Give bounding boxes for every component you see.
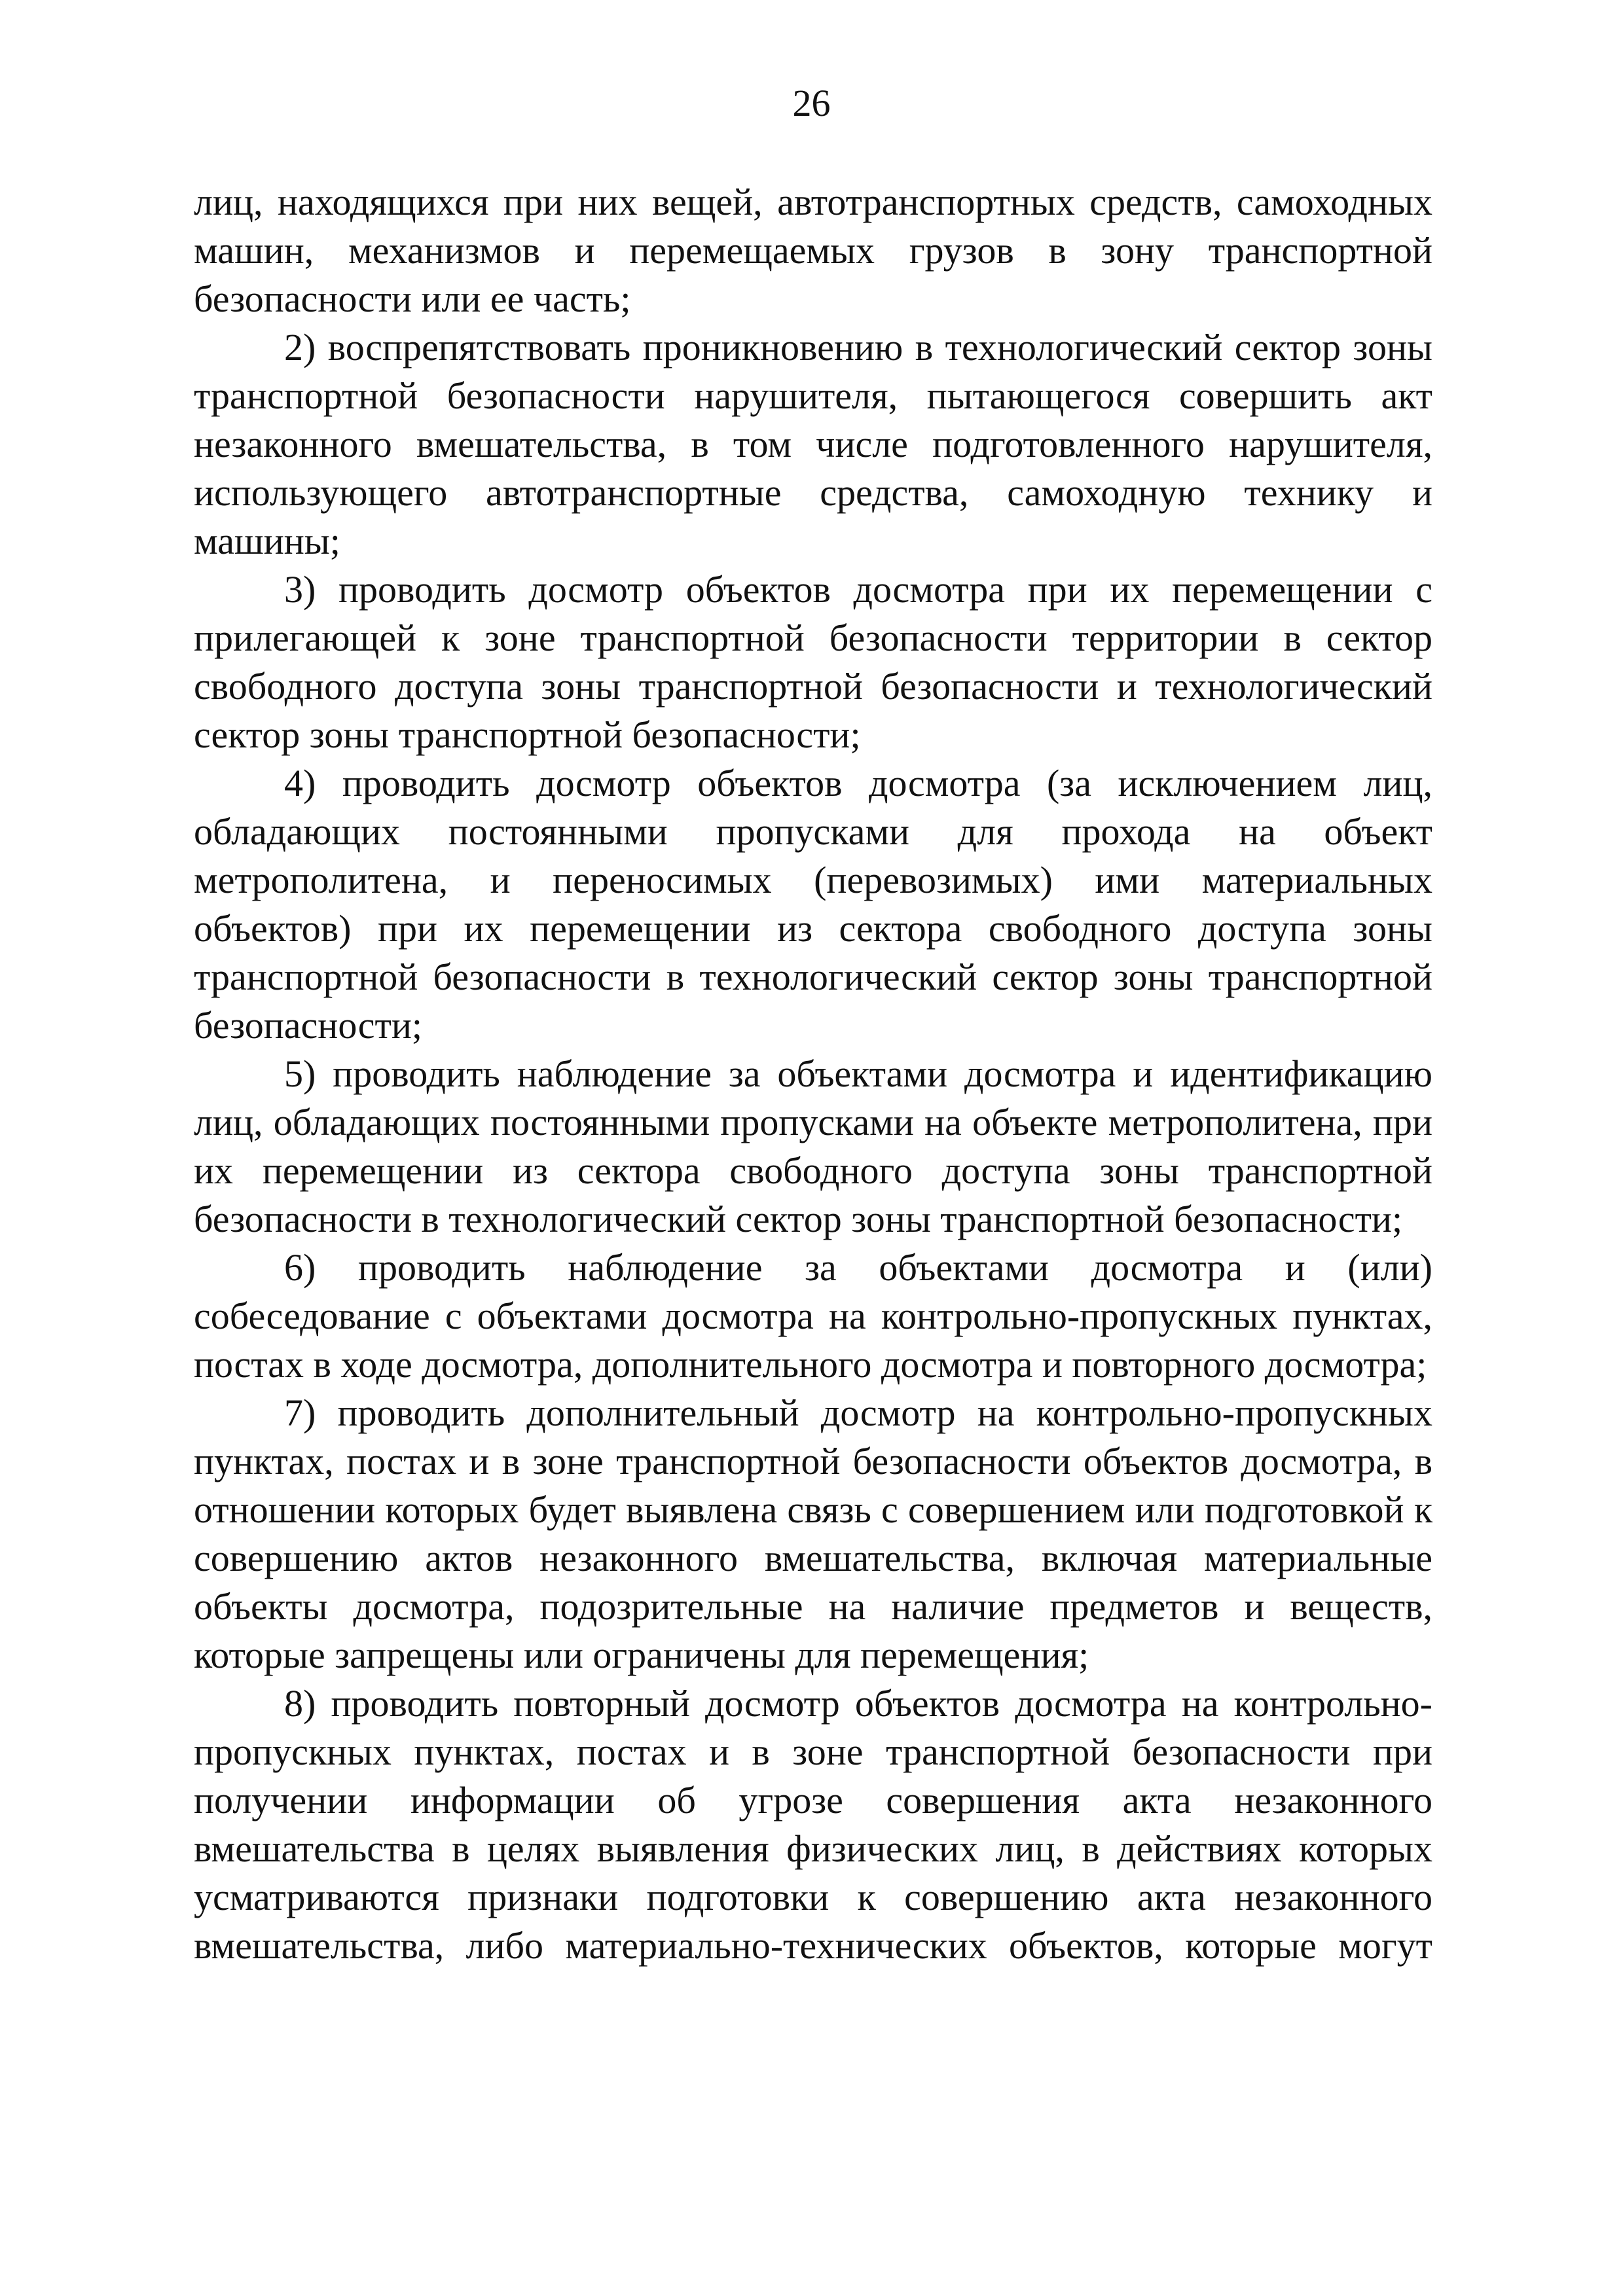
paragraph-item-7: 7) проводить дополнительный досмотр на контрольно-пропускных пунктах, постах и в зоне транспортной безопасности объектов досмотра, в отношении которых будет выявлена связь с совершением или подготовкой к совершению актов незаконного вмешательства, включая материальные объекты досмотра, подозрительные на наличие предметов и веществ, которые запрещены или ограничены для перемещения; — [194, 1391, 1432, 1676]
document-body — [194, 178, 1432, 1970]
paragraph-continuation: лиц, находящихся при них вещей, автотранспортных средств, самоходных машин, механизмов и перемещаемых грузов в зону транспортной безопасности или ее часть; — [194, 181, 1432, 320]
paragraph-item-6: 6) проводить наблюдение за объектами досмотра и (или) собеседование с объектами досмотра на контрольно-пропускных пунктах, постах в ходе досмотра, дополнительного досмотра и повторного досмотра; — [194, 1246, 1432, 1386]
paragraph-item-4: 4) проводить досмотр объектов досмотра (за исключением лиц, обладающих постоянными пропусками для прохода на объект метрополитена, и переносимых (перевозимых) ими материальных объектов) при их перемещении из сектора свободного доступа зоны транспортной безопасности в технологический сектор зоны транспортной безопасности; — [194, 762, 1432, 1047]
paragraph-item-3: 3) проводить досмотр объектов досмотра при их перемещении с прилегающей к зоне транспортной безопасности территории в сектор свободного доступа зоны транспортной безопасности и технологический сектор зоны транспортной безопасности; — [194, 568, 1432, 756]
paragraph-item-2: 2) воспрепятствовать проникновению в технологический сектор зоны транспортной безопасности нарушителя, пытающегося совершить акт незаконного вмешательства, в том числе подготовленного нарушителя, использующего автотранспортные средства, самоходную технику и машины; — [194, 326, 1432, 562]
page-number: 26 — [792, 82, 831, 124]
paragraph-item-8: 8) проводить повторный досмотр объектов досмотра на контрольно-пропускных пунктах, постах и в зоне транспортной безопасности при получении информации об угрозе совершения акта незаконного вмешательства в целях выявления физических лиц, в действиях которых усматриваются признаки подготовки к совершению акта незаконного вмешательства, либо материально-технических объектов, которые могут — [194, 1682, 1432, 1967]
paragraph-item-5: 5) проводить наблюдение за объектами досмотра и идентификацию лиц, обладающих постоянными пропусками на объекте метрополитена, при их перемещении из сектора свободного доступа зоны транспортной безопасности в технологический сектор зоны транспортной безопасности; — [194, 1052, 1432, 1240]
